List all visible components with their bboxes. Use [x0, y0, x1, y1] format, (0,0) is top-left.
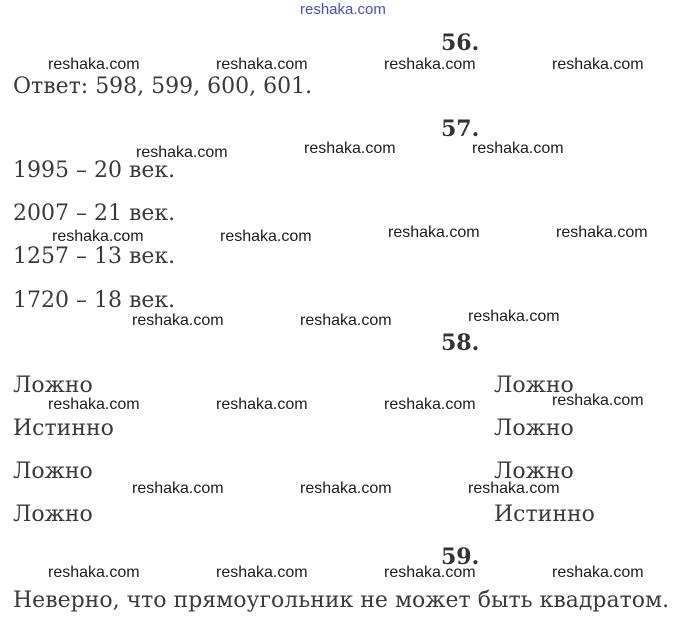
problem-56-answer: Ответ: 598, 599, 600, 601.	[13, 74, 313, 99]
problem-58-left-4: Ложно	[13, 502, 93, 527]
problem-57-number: 57.	[441, 116, 480, 142]
watermark: reshaka.com	[388, 224, 480, 241]
watermark: reshaka.com	[468, 480, 560, 497]
watermark: reshaka.com	[468, 308, 560, 325]
watermark: reshaka.com	[472, 140, 564, 157]
watermark: reshaka.com	[552, 392, 644, 409]
watermark: reshaka.com	[304, 140, 396, 157]
problem-58-right-4: Истинно	[494, 502, 595, 527]
problem-58-right-3: Ложно	[494, 459, 574, 484]
watermark: reshaka.com	[552, 564, 644, 581]
watermark: reshaka.com	[384, 564, 476, 581]
watermark: reshaka.com	[52, 228, 144, 245]
watermark: reshaka.com	[300, 480, 392, 497]
problem-59-number: 59.	[441, 544, 480, 570]
watermark: reshaka.com	[48, 564, 140, 581]
problem-57-line-3: 1257 – 13 век.	[13, 244, 176, 269]
problem-58-number: 58.	[441, 330, 480, 356]
watermark: reshaka.com	[132, 480, 224, 497]
watermark: reshaka.com	[216, 56, 308, 73]
watermark: reshaka.com	[384, 396, 476, 413]
watermark: reshaka.com	[556, 224, 648, 241]
watermark: reshaka.com	[136, 144, 228, 161]
watermark: reshaka.com	[132, 312, 224, 329]
problem-59-answer: Неверно, что прямоугольник не может быть квадратом.	[13, 588, 670, 613]
watermark: reshaka.com	[216, 564, 308, 581]
problem-58-left-2: Истинно	[13, 416, 114, 441]
watermark: reshaka.com	[220, 228, 312, 245]
problem-56-number: 56.	[441, 30, 480, 56]
problem-57-line-1: 1995 – 20 век.	[13, 158, 176, 183]
problem-58-left-3: Ложно	[13, 459, 93, 484]
problem-57-line-2: 2007 – 21 век.	[13, 201, 176, 226]
problem-58-left-1: Ложно	[13, 373, 93, 398]
watermark: reshaka.com	[300, 312, 392, 329]
problem-58-right-1: Ложно	[494, 373, 574, 398]
problem-58-right-2: Ложно	[494, 416, 574, 441]
watermark: reshaka.com	[48, 56, 140, 73]
problem-57-line-4: 1720 – 18 век.	[13, 288, 176, 313]
watermark: reshaka.com	[48, 396, 140, 413]
watermark: reshaka.com	[384, 56, 476, 73]
watermark: reshaka.com	[552, 56, 644, 73]
watermark: reshaka.com	[216, 396, 308, 413]
site-watermark-top: reshaka.com	[300, 1, 386, 18]
